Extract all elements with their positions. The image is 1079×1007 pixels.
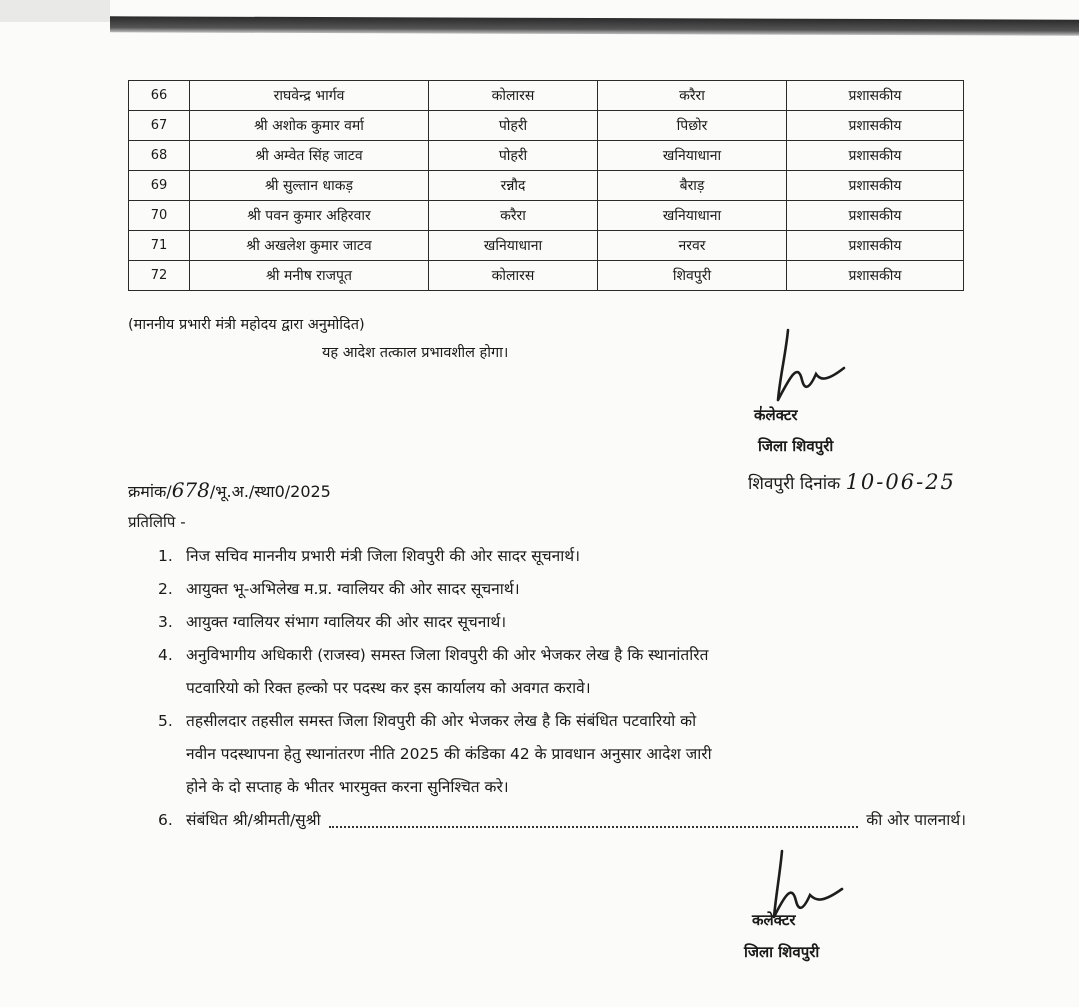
table-row — [129, 231, 964, 261]
copy-item-text — [186, 606, 968, 639]
reference-handwritten-number: 678 — [171, 478, 210, 502]
serial-number: 66 — [129, 81, 190, 111]
current-posting: पोहरी — [429, 141, 598, 171]
copy-item-line: होने के दो सप्ताह के भीतर भारमुक्त करना सुनिश्चित करे। — [186, 778, 509, 796]
copy-item-text — [186, 573, 968, 606]
new-posting: खनियाधाना — [598, 201, 787, 231]
current-posting: कोलारस — [429, 81, 598, 111]
table-row — [129, 171, 964, 201]
serial-number: 68 — [129, 141, 190, 171]
copy-item — [158, 540, 968, 573]
district-name-1: जिला शिवपुरी — [758, 437, 834, 455]
copy-item-line: आयुक्त भू-अभिलेख म.प्र. ग्वालियर की ओर सादर सूचनार्थ। — [186, 580, 520, 598]
employee-name: राघवेन्द्र भार्गव — [190, 81, 429, 111]
table-row — [129, 111, 964, 141]
new-posting: बैराड़ — [598, 171, 787, 201]
transfer-type: प्रशासकीय — [787, 231, 964, 261]
table-row — [129, 141, 964, 171]
employee-name: श्री मनीष राजपूत — [190, 261, 429, 291]
copy-item-line: नवीन पदस्थापना हेतु स्थानांतरण नीति 2025 की कंडिका 42 के प्रावधान अनुसार आदेश जारी — [186, 745, 712, 763]
effect-note: यह आदेश तत्काल प्रभावशील होगा। — [322, 345, 509, 361]
district-name-2: जिला शिवपुरी — [744, 943, 820, 961]
transfer-type: प्रशासकीय — [787, 111, 964, 141]
current-posting: करैरा — [429, 201, 598, 231]
copy-item — [158, 639, 968, 705]
copy-item — [158, 573, 968, 606]
new-posting: करैरा — [598, 81, 787, 111]
employee-name: श्री सुल्तान धाकड़ — [190, 171, 429, 201]
serial-number: 71 — [129, 231, 190, 261]
scan-edge — [0, 0, 110, 22]
copy-item-text — [186, 705, 968, 804]
blank-fill-line — [329, 804, 859, 828]
reference-number — [128, 478, 331, 502]
table-row — [129, 201, 964, 231]
transfer-type: प्रशासकीय — [787, 261, 964, 291]
transfer-type: प्रशासकीय — [787, 171, 964, 201]
employee-name: श्री अखलेश कुमार जाटव — [190, 231, 429, 261]
date-label: शिवपुरी दिनांक — [748, 474, 841, 494]
employee-name: श्री पवन कुमार अहिरवार — [190, 201, 429, 231]
serial-number: 67 — [129, 111, 190, 141]
table-row — [129, 261, 964, 291]
current-posting: पोहरी — [429, 111, 598, 141]
new-posting: पिछोर — [598, 111, 787, 141]
copy-item — [158, 705, 968, 804]
employee-name: श्री अम्वेत सिंह जाटव — [190, 141, 429, 171]
dateline — [748, 470, 956, 494]
copy-item-text — [186, 639, 968, 705]
transfer-type: प्रशासकीय — [787, 81, 964, 111]
scan-shadow-band — [110, 16, 1079, 35]
copy-item-number: 6. — [158, 811, 173, 829]
copy-item-line: आयुक्त ग्वालियर संभाग ग्वालियर की ओर सादर सूचनार्थ। — [186, 613, 507, 631]
collector-title-2: कलेक्टर — [752, 911, 796, 929]
signature-1 — [760, 322, 870, 417]
handwritten-date: 10-06-25 — [845, 470, 956, 494]
new-posting: शिवपुरी — [598, 261, 787, 291]
copy-item-number: 5. — [158, 712, 173, 730]
copy-item-number: 2. — [158, 580, 173, 598]
new-posting: खनियाधाना — [598, 141, 787, 171]
copy-item-number: 3. — [158, 613, 173, 631]
reference-prefix: क्रमांक/ — [128, 482, 172, 501]
copy-item-number: 4. — [158, 646, 173, 664]
serial-number: 70 — [129, 201, 190, 231]
copy-item — [158, 606, 968, 639]
current-posting: कोलारस — [429, 261, 598, 291]
copy-item-line: तहसीलदार तहसील समस्त जिला शिवपुरी की ओर भेजकर लेख है कि संबंधित पटवारियो को — [186, 712, 697, 730]
copy-item-6-start: संबंधित श्री/श्रीमती/सुश्री — [186, 811, 321, 829]
reference-suffix: /भू.अ./स्था0/2025 — [209, 482, 331, 501]
collector-title-1: कलेक्टर — [754, 406, 798, 424]
current-posting: रन्नौद — [429, 171, 598, 201]
copy-item-text — [186, 540, 968, 573]
serial-number: 69 — [129, 171, 190, 201]
approval-note: (माननीय प्रभारी मंत्री महोदय द्वारा अनुमोदित) — [128, 317, 365, 333]
transfer-type: प्रशासकीय — [787, 201, 964, 231]
copy-item-6-end: की ओर पालनार्थ। — [866, 811, 966, 829]
table-row — [129, 81, 964, 111]
transfer-table — [128, 80, 964, 291]
copy-item-6 — [158, 804, 966, 837]
copy-item-line: पटवारियो को रिक्त हल्को पर पदस्थ कर इस कार्यालय को अवगत करावे। — [186, 679, 591, 697]
new-posting: नरवर — [598, 231, 787, 261]
copy-list — [158, 540, 968, 837]
employee-name: श्री अशोक कुमार वर्मा — [190, 111, 429, 141]
serial-number: 72 — [129, 261, 190, 291]
current-posting: खनियाधाना — [429, 231, 598, 261]
transfer-type: प्रशासकीय — [787, 141, 964, 171]
copy-item-line: निज सचिव माननीय प्रभारी मंत्री जिला शिवपुरी की ओर सादर सूचनार्थ। — [186, 547, 581, 565]
copy-item-line: अनुविभागीय अधिकारी (राजस्व) समस्त जिला शिवपुरी की ओर भेजकर लेख है कि स्थानांतरित — [186, 646, 709, 664]
copy-heading: प्रतिलिपि - — [128, 513, 186, 531]
copy-item-number: 1. — [158, 547, 173, 565]
